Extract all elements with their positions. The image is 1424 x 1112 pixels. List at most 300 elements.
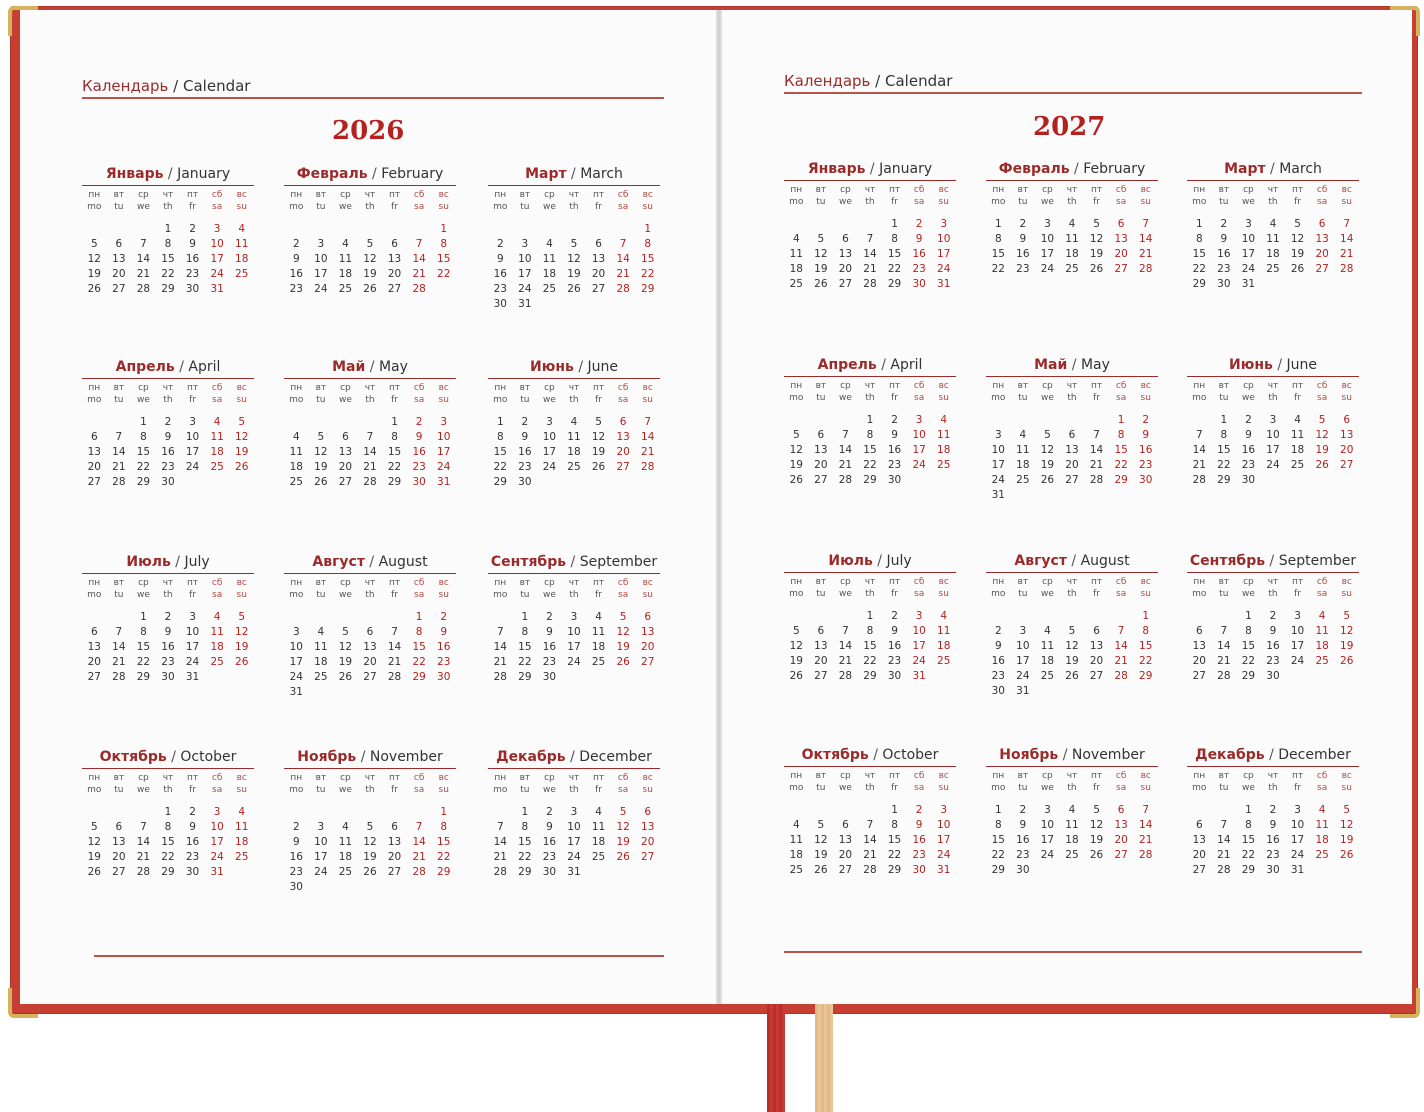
day-cell: 14 [863, 248, 877, 260]
day-cell: 8 [440, 821, 448, 833]
day-cell: 9 [415, 431, 423, 443]
weekday-label-ru: вт [1218, 381, 1230, 391]
weekday-label-ru: ср [1042, 381, 1053, 391]
weekday-label-en: th [365, 202, 375, 212]
grid-spacer [611, 213, 636, 222]
grid-spacer [107, 213, 132, 222]
weekday-label-ru: вс [1341, 577, 1352, 587]
weekday-label-ru: чт [1066, 185, 1078, 195]
day-cell: 15 [161, 253, 175, 265]
weekday-label-ru: вт [1218, 577, 1230, 587]
grid-spacer [1035, 794, 1060, 803]
month-calendar [986, 746, 1158, 878]
day-cell: 12 [789, 444, 803, 456]
day-cell: 22 [1217, 459, 1231, 471]
month-name-en: February [381, 166, 444, 182]
day-cell: 19 [235, 641, 249, 653]
day-cell: 8 [994, 233, 1002, 245]
weekday-label-en: sa [1116, 589, 1127, 599]
weekday-label-en: we [1241, 589, 1255, 599]
weekday-label-ru: ср [1042, 577, 1053, 587]
weekday-label-ru: сб [913, 185, 925, 195]
day-cell: 13 [338, 446, 353, 458]
day-cell: 27 [641, 851, 655, 863]
month-name-en: August [1080, 553, 1130, 569]
day-cell: 30 [1016, 864, 1030, 876]
month-name-en: March [580, 166, 623, 182]
day-cell: 7 [140, 238, 147, 250]
weekday-label-ru: вт [113, 578, 125, 588]
day-cell: 10 [314, 836, 328, 848]
day-cell: 23 [289, 283, 303, 295]
weekday-label-ru: ср [1042, 771, 1053, 781]
day-cell: 15 [1241, 834, 1256, 846]
grid-spacer [1285, 208, 1310, 217]
header-title-ru: Календарь [784, 72, 871, 90]
day-cell: 27 [363, 671, 377, 683]
day-cell: 27 [1192, 864, 1206, 876]
weekday-label-ru: сб [617, 383, 629, 393]
day-cell: 12 [1089, 819, 1104, 831]
weekday-label-en: sa [1317, 783, 1328, 793]
weekday-label-ru: чт [568, 578, 580, 588]
page-header-left [82, 77, 250, 95]
grid-spacer [309, 601, 334, 610]
empty-day-cell [784, 609, 809, 624]
grid-spacer [431, 406, 456, 415]
weekday-label-en: fr [1294, 393, 1301, 403]
weekday-label-ru: пн [790, 771, 803, 781]
month-grid [284, 189, 456, 297]
month-name-ru: Октябрь [99, 749, 167, 765]
day-cell: 8 [644, 238, 652, 250]
day-cell: 3 [317, 238, 325, 250]
day-cell: 9 [994, 640, 1002, 652]
month-name-separator: / [167, 166, 173, 182]
day-cell: 3 [546, 416, 553, 428]
month-title [488, 165, 660, 183]
weekday-label-ru: чт [162, 578, 174, 588]
month-grid [784, 380, 956, 488]
day-cell: 2 [891, 610, 898, 622]
weekday-label-ru: вс [1140, 185, 1151, 195]
day-cell: 7 [1093, 429, 1100, 441]
weekday-label-en: su [438, 785, 449, 795]
weekday-label-ru: сб [413, 190, 425, 200]
weekday-label-en: sa [914, 197, 925, 207]
month-calendar [284, 165, 456, 297]
day-cell: 3 [994, 429, 1002, 441]
weekday-label-en: th [569, 590, 579, 600]
day-cell: 12 [1315, 429, 1329, 441]
month-rule [82, 378, 254, 379]
weekday-label-en: th [365, 785, 375, 795]
month-rule [488, 378, 660, 379]
month-grid [1187, 184, 1359, 292]
day-cell: 21 [493, 851, 507, 863]
day-cell: 18 [1315, 834, 1329, 846]
grid-spacer [309, 796, 334, 805]
weekday-label-ru: вс [1140, 577, 1151, 587]
month-calendar [488, 358, 660, 490]
day-cell: 22 [641, 268, 655, 280]
grid-spacer [986, 794, 1011, 803]
weekday-label-ru: чт [1066, 771, 1078, 781]
day-cell: 29 [136, 476, 151, 488]
grid-spacer [309, 213, 334, 222]
weekday-label-en: fr [391, 785, 398, 795]
month-title [986, 552, 1158, 570]
day-cell: 25 [314, 671, 328, 683]
day-cell: 9 [546, 821, 553, 833]
weekday-label-ru: пт [1291, 381, 1304, 391]
day-cell: 23 [912, 263, 926, 275]
weekday-label-ru: пн [790, 185, 803, 195]
weekday-label-en: sa [618, 590, 629, 600]
grid-spacer [931, 600, 956, 609]
weekday-label-ru: вт [1017, 577, 1029, 587]
month-title [986, 746, 1158, 764]
month-calendar [1187, 356, 1359, 488]
month-name-en: April [188, 359, 221, 375]
day-cell: 4 [1318, 804, 1326, 816]
day-cell: 6 [1068, 429, 1076, 441]
weekday-label-en: tu [1219, 589, 1229, 599]
month-rule [82, 573, 254, 574]
day-cell: 25 [1065, 849, 1079, 861]
weekday-label-ru: пт [186, 383, 199, 393]
empty-day-cell [858, 217, 883, 232]
day-cell: 3 [1019, 625, 1027, 637]
month-grid [284, 382, 456, 490]
grid-spacer [107, 601, 132, 610]
day-cell: 11 [1266, 233, 1280, 245]
day-cell: 22 [863, 655, 877, 667]
day-cell: 26 [1340, 655, 1354, 667]
weekday-label-en: mo [289, 202, 304, 212]
day-cell: 2 [546, 611, 553, 623]
day-cell: 23 [518, 461, 532, 473]
day-cell: 28 [412, 283, 426, 295]
weekday-label-en: mo [789, 783, 804, 793]
day-cell: 5 [817, 819, 825, 831]
grid-spacer [229, 406, 254, 415]
weekday-label-en: mo [789, 393, 804, 403]
day-cell: 17 [314, 851, 328, 863]
month-title [82, 358, 254, 376]
day-cell: 2 [292, 238, 300, 250]
weekday-label-en: th [1067, 589, 1077, 599]
day-cell: 16 [289, 268, 303, 280]
grid-spacer [180, 406, 205, 415]
grid-spacer [131, 601, 156, 610]
day-cell: 30 [991, 685, 1005, 697]
weekday-label-en: su [642, 590, 653, 600]
day-cell: 11 [591, 626, 606, 638]
day-cell: 13 [112, 836, 126, 848]
weekday-label-ru: пт [592, 190, 605, 200]
month-title [82, 165, 254, 183]
day-cell: 26 [314, 476, 328, 488]
day-cell: 7 [415, 821, 423, 833]
day-cell: 20 [814, 655, 828, 667]
month-rule [284, 378, 456, 379]
weekday-label-ru: ср [840, 577, 851, 587]
day-cell: 23 [412, 461, 426, 473]
empty-day-cell [809, 609, 834, 624]
day-cell: 21 [112, 656, 126, 668]
day-cell: 11 [937, 625, 951, 637]
weekday-label-en: fr [189, 202, 196, 212]
grid-spacer [513, 796, 538, 805]
grid-spacer [611, 601, 636, 610]
day-cell: 1 [891, 804, 898, 816]
month-title [284, 358, 456, 376]
grid-spacer [229, 213, 254, 222]
empty-day-cell [309, 415, 334, 430]
grid-spacer [562, 796, 587, 805]
weekday-label-en: tu [1018, 783, 1028, 793]
weekday-label-ru: чт [1267, 185, 1279, 195]
weekday-label-ru: пт [1090, 771, 1103, 781]
month-name-ru: Февраль [296, 166, 368, 182]
day-cell: 15 [991, 834, 1005, 846]
day-cell: 28 [1114, 670, 1128, 682]
day-cell: 22 [991, 263, 1005, 275]
weekday-label-en: we [542, 785, 556, 795]
weekday-label-en: fr [1294, 783, 1301, 793]
month-title [1187, 746, 1359, 764]
weekday-label-ru: вт [1017, 381, 1029, 391]
grid-spacer [358, 796, 383, 805]
day-cell: 27 [591, 283, 606, 295]
grid-spacer [1236, 208, 1261, 217]
day-cell: 20 [338, 461, 353, 473]
day-cell: 5 [238, 416, 246, 428]
day-cell: 22 [437, 268, 451, 280]
weekday-label-ru: ср [840, 381, 851, 391]
day-cell: 4 [940, 414, 948, 426]
day-cell: 1 [164, 806, 172, 818]
day-cell: 13 [1192, 834, 1206, 846]
day-cell: 1 [1142, 610, 1150, 622]
day-cell: 24 [1266, 459, 1280, 471]
grid-spacer [358, 406, 383, 415]
grid-spacer [309, 406, 334, 415]
month-name-ru: Февраль [998, 161, 1070, 177]
grid-spacer [131, 406, 156, 415]
month-grid [82, 577, 254, 685]
year-title-left: 2026 [332, 116, 405, 146]
month-name-ru: Июль [828, 553, 873, 569]
weekday-label-en: mo [493, 590, 508, 600]
grid-spacer [513, 213, 538, 222]
grid-spacer [833, 404, 858, 413]
weekday-label-en: th [1067, 393, 1077, 403]
weekday-label-en: tu [816, 589, 826, 599]
day-cell: 11 [1315, 625, 1329, 637]
weekday-label-ru: вт [315, 383, 327, 393]
day-cell: 18 [314, 656, 328, 668]
weekday-label-ru: ср [1243, 771, 1254, 781]
empty-day-cell [1109, 609, 1134, 624]
day-cell: 4 [1294, 414, 1301, 426]
weekday-label-ru: вс [938, 185, 949, 195]
day-cell: 2 [521, 416, 529, 428]
day-cell: 23 [542, 851, 557, 863]
weekday-label-ru: сб [1115, 771, 1127, 781]
grid-spacer [407, 406, 432, 415]
weekday-label-en: fr [189, 590, 196, 600]
month-name-ru: Июль [126, 554, 171, 570]
day-cell: 22 [863, 459, 877, 471]
day-cell: 4 [792, 819, 800, 831]
day-cell: 17 [937, 248, 951, 260]
day-cell: 16 [991, 655, 1005, 667]
day-cell: 19 [567, 268, 581, 280]
weekday-label-ru: пт [1291, 771, 1304, 781]
header-title-en: Calendar [183, 77, 251, 95]
empty-day-cell [1060, 413, 1085, 428]
day-cell: 11 [567, 431, 581, 443]
day-cell: 26 [1089, 849, 1104, 861]
day-cell: 30 [1139, 474, 1153, 486]
weekday-label-en: fr [595, 395, 602, 405]
day-cell: 11 [789, 248, 803, 260]
weekday-label-ru: чт [568, 190, 580, 200]
day-cell: 22 [887, 849, 902, 861]
grid-spacer [82, 213, 107, 222]
day-cell: 4 [595, 611, 602, 623]
grid-spacer [358, 213, 383, 222]
day-cell: 25 [289, 476, 303, 488]
grid-spacer [1334, 794, 1359, 803]
day-cell: 24 [567, 656, 581, 668]
day-cell: 28 [863, 278, 877, 290]
empty-day-cell [611, 222, 636, 237]
day-cell: 6 [391, 821, 398, 833]
day-cell: 20 [838, 849, 853, 861]
month-name-en: February [1083, 161, 1146, 177]
day-cell: 15 [887, 248, 902, 260]
weekday-label-en: fr [391, 202, 398, 212]
empty-day-cell [809, 413, 834, 428]
weekday-label-en: mo [289, 395, 304, 405]
day-cell: 5 [317, 431, 325, 443]
month-rule [284, 185, 456, 186]
grid-spacer [180, 601, 205, 610]
grid-spacer [1084, 794, 1109, 803]
day-cell: 6 [391, 238, 398, 250]
day-cell: 18 [591, 641, 606, 653]
weekday-label-en: th [1268, 589, 1278, 599]
grid-spacer [858, 600, 883, 609]
day-cell: 18 [1266, 248, 1280, 260]
month-grid [1187, 770, 1359, 878]
empty-day-cell [284, 222, 309, 237]
weekday-label-ru: чт [568, 383, 580, 393]
day-cell: 9 [1019, 819, 1027, 831]
month-name-separator: / [571, 166, 576, 182]
weekday-label-ru: сб [211, 383, 223, 393]
weekday-label-ru: ср [544, 383, 555, 393]
grid-spacer [882, 794, 907, 803]
weekday-label-en: th [569, 202, 579, 212]
bookmark-ribbon-red[interactable] [767, 1004, 785, 1112]
day-cell: 31 [289, 686, 303, 698]
day-cell: 3 [189, 611, 196, 623]
weekday-label-en: we [542, 395, 556, 405]
weekday-label-ru: ср [138, 773, 149, 783]
day-cell: 19 [338, 656, 353, 668]
page-header-right [784, 72, 952, 90]
weekday-label-en: tu [316, 395, 326, 405]
day-cell: 13 [591, 253, 606, 265]
weekday-label-en: sa [1317, 197, 1328, 207]
empty-day-cell [107, 222, 132, 237]
grid-spacer [1310, 600, 1335, 609]
weekday-label-ru: чт [864, 185, 876, 195]
weekday-label-en: sa [414, 590, 425, 600]
month-name-separator: / [360, 749, 366, 765]
grid-spacer [586, 406, 611, 415]
weekday-label-ru: ср [340, 773, 351, 783]
bookmark-ribbon-gold[interactable] [815, 1004, 833, 1112]
grid-spacer [537, 213, 562, 222]
weekday-label-ru: пн [992, 771, 1005, 781]
grid-spacer [131, 213, 156, 222]
day-cell: 13 [1065, 444, 1079, 456]
grid-spacer [833, 208, 858, 217]
day-cell: 6 [595, 238, 602, 250]
weekday-label-ru: вт [315, 578, 327, 588]
day-cell: 17 [1016, 655, 1030, 667]
weekday-label-ru: вс [642, 578, 653, 588]
day-cell: 26 [814, 278, 828, 290]
month-rule [1187, 766, 1359, 767]
day-cell: 4 [238, 806, 246, 818]
day-cell: 15 [641, 253, 655, 265]
weekday-label-ru: пт [388, 773, 401, 783]
weekday-label-en: mo [1192, 589, 1207, 599]
day-cell: 8 [164, 821, 172, 833]
day-cell: 8 [140, 431, 147, 443]
empty-day-cell [131, 222, 156, 237]
day-cell: 5 [1068, 625, 1076, 637]
day-cell: 24 [1290, 849, 1305, 861]
day-cell: 11 [789, 834, 803, 846]
month-name-separator: / [179, 359, 184, 375]
weekday-label-ru: чт [568, 773, 580, 783]
day-cell: 8 [1195, 233, 1203, 245]
day-cell: 30 [1266, 864, 1280, 876]
grid-spacer [784, 208, 809, 217]
day-cell: 10 [1016, 640, 1030, 652]
day-cell: 12 [567, 253, 581, 265]
day-cell: 6 [817, 625, 825, 637]
empty-day-cell [284, 415, 309, 430]
day-cell: 29 [136, 671, 151, 683]
grid-spacer [1035, 208, 1060, 217]
weekday-label-en: mo [789, 589, 804, 599]
month-title [986, 356, 1158, 374]
day-cell: 20 [616, 446, 630, 458]
grid-spacer [882, 208, 907, 217]
month-name-en: June [587, 359, 618, 375]
empty-day-cell [488, 805, 513, 820]
month-calendar [82, 165, 254, 297]
day-cell: 19 [1315, 444, 1329, 456]
